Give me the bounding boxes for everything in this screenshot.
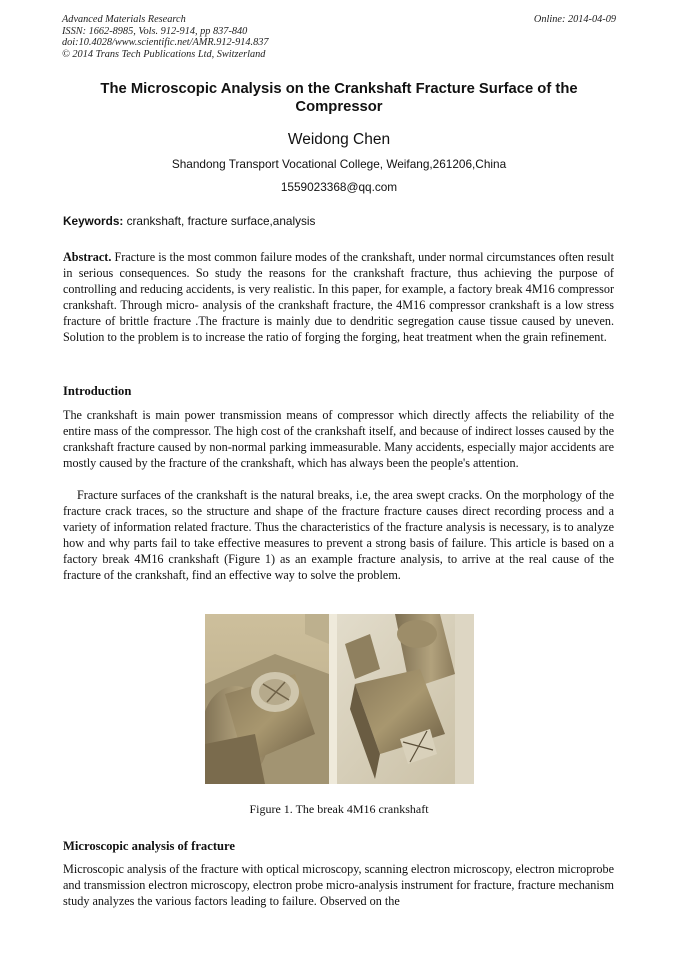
author-name: Weidong Chen [287, 131, 391, 148]
copyright-line: © 2014 Trans Tech Publications Ltd, Switzerland [62, 48, 266, 60]
journal-header [62, 14, 616, 60]
online-date: Online: 2014-04-09 [533, 14, 616, 25]
issn-line: ISSN: 1662-8985, Vols. 912-914, pp 837-840 [62, 25, 248, 37]
keywords-text: crankshaft, fracture surface,analysis [123, 214, 316, 228]
crankshaft-photo [205, 614, 474, 784]
introduction-paragraph-1: The crankshaft is main power transmission means of compressor which directly affects the reliability of the entire mass of the compressor. The high cost of the crankshaft itself, and because of indirect losses caused by the crankshaft fracture caused by non-normal parking immeasurable. Many accidents, especially major accidents are mostly caused by the fracture of the crankshaft, which has always been the people's attention. [63, 408, 614, 471]
abstract [63, 249, 614, 346]
affiliation: Shandong Transport Vocational College, Weifang,261206,China [171, 157, 507, 171]
introduction-heading: Introduction [63, 384, 132, 398]
abstract-label: Abstract. [63, 250, 112, 264]
introduction-paragraph-2: Fracture surfaces of the crankshaft is the natural breaks, i.e, the area swept cracks. On the morphology of the fracture crack traces, so the structure and shape of the fracture fracture causes direct recording process and a variety of information related fracture. Thus the characteristics of the fracture analysis is necessary, is to analyze how and why parts fail to take effective measures to prevent a strong basis of failure. This article is based on a factory break 4M16 crankshaft (Figure 1) as an example fracture analysis, to arrive at the real cause of the fracture of the crankshaft, find an effective way to solve the problem. [63, 488, 614, 583]
microscopic-paragraph-1: Microscopic analysis of the fracture with optical microscopy, scanning electron microscopy, electron microprobe and transmission electron microscopy, electron probe micro-analysis instrument for fracture, fracture mechanism study analyzes the various factors leading to failure. Observed on the [63, 862, 614, 909]
abstract-text: Fracture is the most common failure modes of the crankshaft, under normal circumstances often result in serious consequences. So study the reasons for the crankshaft fracture, thus achieving the purpose of controlling and reducing accidents, is very realistic. In this paper, for example, a factory break 4M16 compressor crankshaft. Through micro- analysis of the crankshaft fracture, the 4M16 compressor crankshaft is a low stress fracture of brittle fracture .The fracture is mainly due to dendritic segregation cause tissue caused by uneven. Solution to the problem is to increase the ratio of forging the forging, heat treatment when the grain refinement. [63, 250, 614, 345]
keywords-label: Keywords: [63, 214, 124, 228]
keywords [63, 214, 616, 228]
doi-line[interactable]: doi:10.4028/www.scientific.net/AMR.912-914.837 [62, 37, 269, 48]
journal-name: Advanced Materials Research [62, 14, 186, 25]
author-email[interactable]: 1559023368@qq.com [280, 180, 398, 194]
crankshaft-photo-graphic [205, 614, 474, 784]
microscopic-heading: Microscopic analysis of fracture [63, 839, 235, 853]
figure-caption: Figure 1. The break 4M16 crankshaft [249, 802, 429, 816]
paper-title: The Microscopic Analysis on the Crankshaft Fracture Surface of the Compressor [100, 81, 578, 115]
